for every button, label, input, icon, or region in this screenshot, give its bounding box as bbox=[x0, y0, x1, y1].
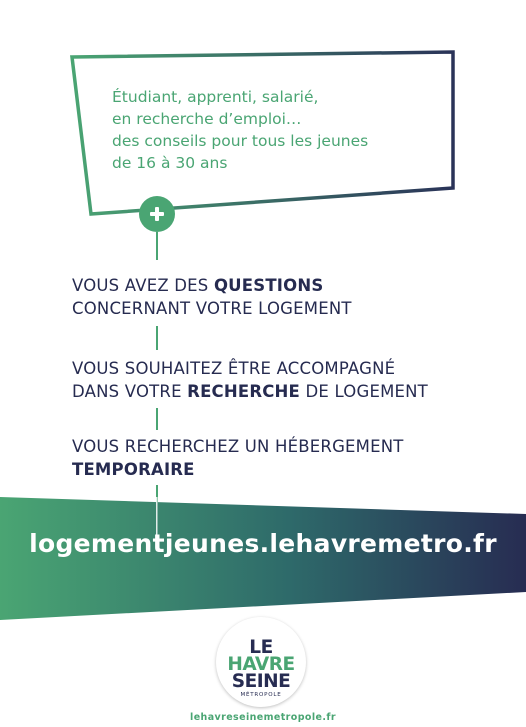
intro-line: en recherche d’emploi… bbox=[112, 110, 302, 128]
metropole-logo: LE HAVRE SEINE MÉTROPOLE bbox=[216, 617, 306, 707]
footer-link[interactable]: lehavreseinemetropole.fr bbox=[190, 712, 336, 723]
intro-line: des conseils pour tous les jeunes bbox=[112, 132, 369, 150]
question-temporary: VOUS RECHERCHEZ UN HÉBERGEMENT TEMPORAIRE bbox=[72, 437, 404, 479]
intro-line: de 16 à 30 ans bbox=[112, 154, 228, 172]
question-support: VOUS SOUHAITEZ ÊTRE ACCOMPAGNÉ DANS VOTRE RECHERCHE DE LOGEMENT bbox=[72, 359, 428, 401]
website-link[interactable]: logementjeunes.lehavremetro.fr bbox=[29, 529, 497, 558]
intro-line: Étudiant, apprenti, salarié, bbox=[112, 88, 319, 106]
question-housing: VOUS AVEZ DES QUESTIONS CONCERNANT VOTRE LOGEMENT bbox=[72, 276, 352, 318]
